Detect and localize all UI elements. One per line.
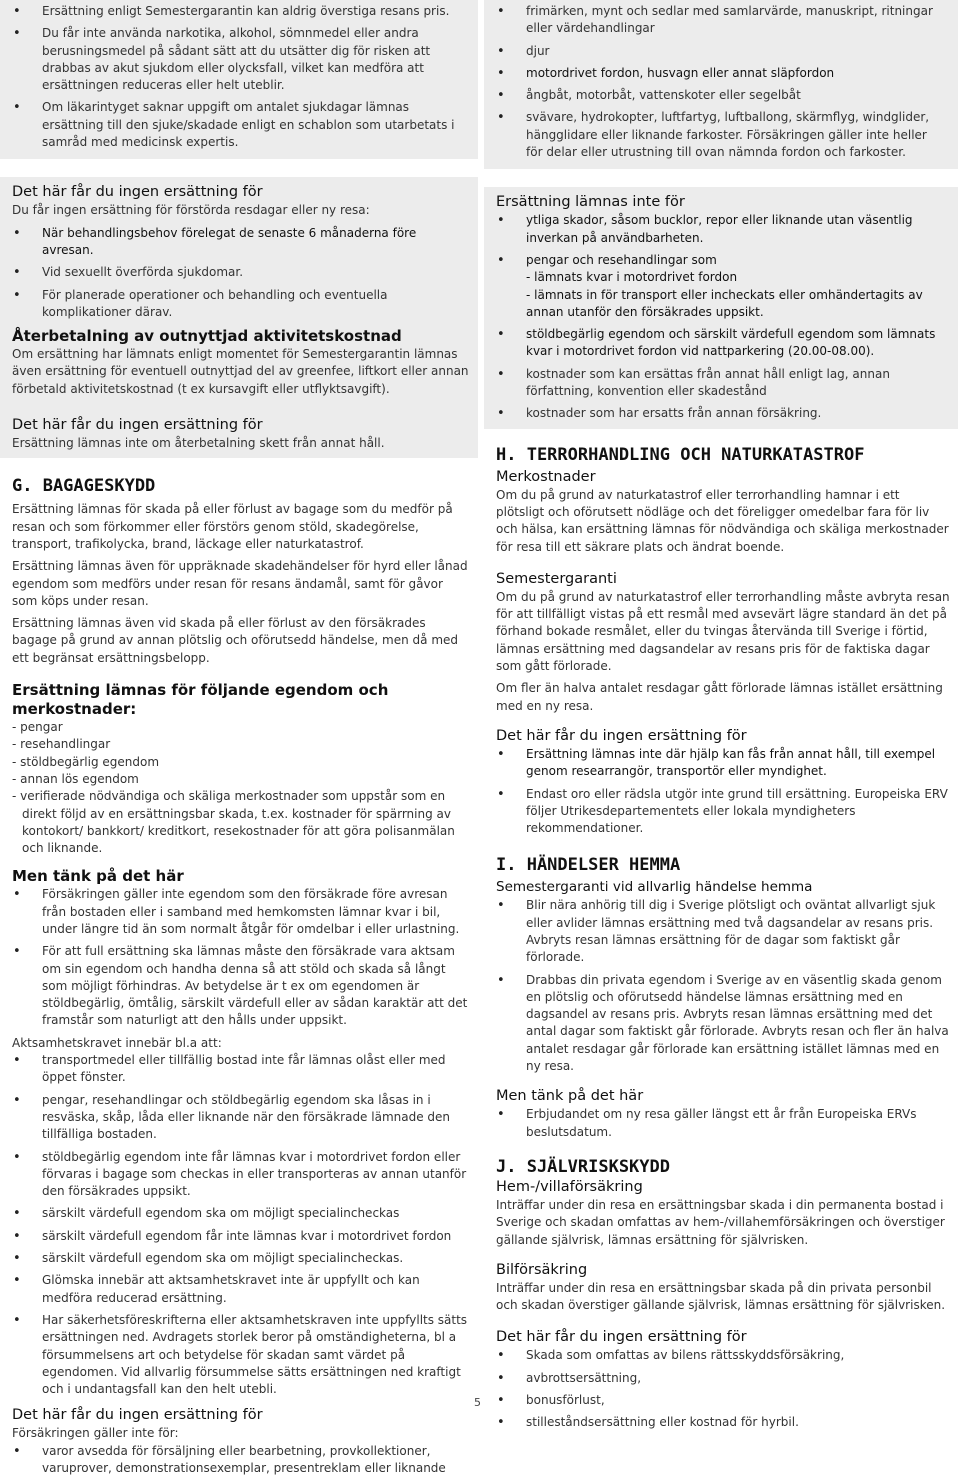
bullet-list bbox=[496, 1347, 950, 1431]
list-item: • Ersättning lämnas inte där hjälp kan fås från annat håll, till exempel genom researrangör, transportör eller myndighet. bbox=[496, 746, 950, 781]
list-item: • ångbåt, motorbåt, vattenskoter eller segelbåt bbox=[496, 87, 946, 104]
list-item: • För att full ersättning ska lämnas måste den försäkrade vara aktsam om sin egendom och handha denna så att stöld och skada så långt som möjligt förhindras. Av betydelse är t ex om egendomen är stöldbegärlig, ömtålig, särskilt värdefull eller av sådan karaktär att det framstår som naturligt att den hålls under uppsikt. bbox=[12, 943, 468, 1029]
list-item: • Drabbas din privata egendom i Sverige av en väsentlig skada genom en plötslig och oförutsedd händelse lämnas ersättning med en dagsandel av resans pris. Avbryts resan lämnas ersättning med det antal dagar som faktiskt går förlorade. Avbryts resan och fler än halva antalet resdagar går förlorade kan ersättning istället lämnas med en ny resa. bbox=[496, 972, 950, 1076]
subheading: Semestergaranti vid allvarlig händelse hemma bbox=[496, 879, 813, 896]
list-item: • Glömska innebär att aktsamhetskravet inte är uppfyllt och kan medföra reducerad ersättning. bbox=[12, 1272, 468, 1307]
list-item: - stöldbegärlig egendom bbox=[12, 754, 160, 769]
list-item: • särskilt värdefull egendom ska om möjligt specialincheckas bbox=[12, 1205, 468, 1222]
section-heading: Det här får du ingen ersättning för bbox=[12, 417, 263, 434]
subheading: Hem-/villaförsäkring bbox=[496, 1178, 643, 1195]
excluded-items-box bbox=[484, 0, 958, 169]
list-item: • stöldbegärlig egendom och särskilt värdefull egendom som lämnats kvar i motordrivet fordon vid nattparkering (20.00-08.00). bbox=[496, 326, 946, 361]
bullet-list bbox=[496, 212, 946, 422]
list-item: • pengar, resehandlingar och stöldbegärlig egendom ska låsas in i resväska, skåp, låda eller liknande när den försäkrade lämnade den tillfälliga bostaden. bbox=[12, 1092, 468, 1144]
paragraph: Inträffar under din resa en ersättningsbar skada på din privata personbil och skadan överstiger gällande självrisk, lämnas ersättning för självrisken. bbox=[496, 1280, 946, 1313]
section-heading: I. HÄNDELSER HEMMA bbox=[496, 855, 681, 876]
bullet-list bbox=[496, 746, 950, 837]
list-item: • Försäkringen gäller inte egendom som den försäkrade före avresan från bostaden eller i samband med hemkomsten lämnar kvar i bil, under längre tid än som normalt åtgår för omdelbar i eller urlastning. bbox=[12, 886, 468, 938]
list-item: • motordrivet fordon, husvagn eller annat släpfordon bbox=[496, 65, 946, 82]
list-item: • djur bbox=[496, 43, 946, 60]
list-item: - verifierade nödvändiga och skäliga merkostnader som uppstår som en direkt följd av en ersättningsbar skada, t.ex. kostnader för spärrning av kontokort/ bankkort/ kreditkort, resekostnader för att göra polisanmälan och liknande. bbox=[12, 789, 455, 856]
list-item: • svävare, hydrokopter, luftfartyg, luftballong, skärmflyg, windglider, hängglidare eller liknande farkoster. Försäkringen gäller inte heller för delar eller utrustning till ovan nämnda fordon och farkoster. bbox=[496, 109, 946, 161]
bullet-list bbox=[12, 1052, 468, 1398]
list-item: • varor avsedda för försäljning eller bearbetning, provkollektioner, varuprover, demonstrationsexemplar, presentreklam eller liknande bbox=[12, 1443, 468, 1478]
terror-section bbox=[484, 445, 958, 1432]
bullet-list bbox=[496, 897, 950, 1075]
dash-list bbox=[12, 719, 468, 857]
list-item: • När behandlingsbehov förelegat de senaste 6 månaderna före avresan. bbox=[12, 225, 470, 260]
list-item: • Erbjudandet om ny resa gäller längst ett år från Europeiska ERVs beslutsdatum. bbox=[496, 1106, 950, 1141]
list-item: - annan lös egendom bbox=[12, 771, 139, 786]
paragraph: Om fler än halva antalet resdagar gått förlorade lämnas istället ersättning med en ny resa. bbox=[496, 681, 943, 713]
paragraph: Ersättning lämnas inte om återbetalning skett från annat håll. bbox=[12, 436, 385, 451]
section-heading: Det här får du ingen ersättning för bbox=[496, 727, 747, 744]
list-item: • kostnader som kan ersättas från annat håll enligt lag, annan författning, konvention eller skadestånd bbox=[496, 366, 946, 401]
subheading: Merkostnader bbox=[496, 468, 596, 485]
list-item: • särskilt värdefull egendom ska om möjligt specialincheckas. bbox=[12, 1250, 468, 1267]
paragraph: Ersättning lämnas för skada på eller förlust av bagage som du medför på resan och som förkommer eller förstörs genom stöld, skadegörelse, transport, trafikolycka, brand, läckage eller naturkatastrof. bbox=[12, 502, 453, 551]
list-item: • stilleståndsersättning eller kostnad för hyrbil. bbox=[496, 1414, 950, 1431]
list-item: • bonusförlust, bbox=[496, 1392, 950, 1409]
section-heading: G. BAGAGESKYDD bbox=[12, 476, 156, 497]
list-item: • transportmedel eller tillfällig bostad inte får lämnas olåst eller med öppet fönster. bbox=[12, 1052, 468, 1087]
section-heading: Ersättning lämnas för följande egendom och merkostnader: bbox=[12, 681, 389, 719]
list-item: • Du får inte använda narkotika, alkohol, sömnmedel eller andra berusningsmedel på sådant sätt att du utsätter dig för risken att drabbas av akut sjukdom eller olycksfall, vilket kan medföra att ersättningen reduceras eller helt uteblir. bbox=[12, 25, 470, 94]
list-item: • Blir nära anhörig till dig i Sverige plötsligt och oväntat allvarligt sjuk eller avlider lämnas ersättning med två dagsandelar av resans pris. Avbryts resan lämnas ersättning för de dagar som faktiskt går förlorade. bbox=[496, 897, 950, 966]
page-number: 5 bbox=[474, 1396, 481, 1409]
paragraph: Ersättning lämnas även vid skada på eller förlust av den försäkrades bagage på grund av annan plötslig och oförutsedd händelse, men då med ett begränsat ersättningsbelopp. bbox=[12, 616, 459, 665]
left-column bbox=[12, 0, 468, 1482]
list-item bbox=[496, 252, 946, 321]
list-item: • ytliga skador, såsom bucklor, repor eller liknande utan väsentlig inverkan på användbarheten. bbox=[496, 212, 946, 247]
list-item: - resehandlingar bbox=[12, 737, 111, 752]
paragraph: Om ersättning har lämnats enligt momentet för Semestergarantin lämnas även ersättning för eventuell outnyttjad del av greenfee, liftkort eller annan förbetald aktivitetskostnad (t ex kursavgift eller utflyktsavgift). bbox=[12, 347, 469, 396]
paragraph: Du får ingen ersättning för förstörda resdagar eller ny resa: bbox=[12, 203, 370, 218]
list-line: • pengar och resehandlingar som bbox=[526, 252, 717, 267]
paragraph: Inträffar under din resa en ersättningsbar skada i din permanenta bostad i Sverige och skadan omfattas av hem-/villahemförsäkringen och överstiger gällande självrisk, lämnas ersättning för självrisken. bbox=[496, 1197, 945, 1247]
section-heading: Ersättning lämnas inte för bbox=[496, 194, 685, 211]
bullet-list bbox=[12, 886, 468, 1029]
list-line: - lämnats kvar i motordrivet fordon bbox=[526, 270, 738, 285]
list-item: • Ersättning enligt Semestergarantin kan aldrig överstiga resans pris. bbox=[12, 3, 470, 20]
list-item: • Har säkerhetsföreskrifterna eller aktsamhetskraven inte uppfyllts sätts ersättningen ned. Avdragets storlek beror på omständigheterna, bl a försummelsens art och betydelse för skadan samt värdet på egendomen. Vid allvarlig försummelse sätts ersättningen ned kraftigt och i undantagsfall kan den helt utebli. bbox=[12, 1312, 468, 1398]
list-item: - pengar bbox=[12, 720, 63, 735]
list-line: - lämnats in för transport eller incheckats eller omhändertagits av annan utanför den försäkrades uppsikt. bbox=[526, 287, 923, 319]
section-heading: Det här får du ingen ersättning för bbox=[496, 1329, 747, 1346]
section-heading: Men tänk på det här bbox=[12, 867, 184, 886]
paragraph: Aktsamhetskravet innebär bl.a att: bbox=[12, 1035, 222, 1050]
list-item: • För planerade operationer och behandling och eventuella komplikationer därav. bbox=[12, 287, 470, 322]
paragraph: Ersättning lämnas även för uppräknade skadehändelser för hyrd eller lånad egendom som medförs under resan för resans ändamål, samt för gåvor som köps under resan. bbox=[12, 559, 468, 608]
not-compensated-box bbox=[484, 187, 958, 428]
intro-gray-box bbox=[0, 0, 478, 159]
section-heading: Det här får du ingen ersättning för bbox=[12, 1407, 263, 1424]
no-comp-box-1 bbox=[0, 177, 478, 458]
section-heading: Men tänk på det här bbox=[496, 1088, 644, 1105]
paragraph: Försäkringen gäller inte för: bbox=[12, 1426, 179, 1441]
bullet-list bbox=[12, 225, 470, 321]
list-item: • Endast oro eller rädsla utgör inte grund till ersättning. Europeiska ERV följer Utrikesdepartementets eller lokala myndigheters rekommendationer. bbox=[496, 786, 950, 838]
list-item: • särskilt värdefull egendom får inte lämnas kvar i motordrivet fordon bbox=[12, 1228, 468, 1245]
list-item: • Vid sexuellt överförda sjukdomar. bbox=[12, 264, 470, 281]
section-heading: Återbetalning av outnyttjad aktivitetskostnad bbox=[12, 327, 402, 346]
list-item: • kostnader som har ersatts från annan försäkring. bbox=[496, 405, 946, 422]
list-item: • frimärken, mynt och sedlar med samlarvärde, manuskript, ritningar eller värdehandlingar bbox=[496, 3, 946, 38]
list-item: • avbrottsersättning, bbox=[496, 1370, 950, 1387]
intro-bullet-list bbox=[12, 3, 470, 151]
section-heading: H. TERRORHANDLING OCH NATURKATASTROF bbox=[496, 444, 865, 465]
paragraph: Om du på grund av naturkatastrof eller terrorhandling måste avbryta resan för att tillfälligt vistas på ett resmål med avsevärt lägre standard än det på förhand bokade resmålet, eller du tvingas återvända till Sverige i förtid, lämnas ersättning med dagsandelar av resans pris för de faktiska dagar som gått förlorade. bbox=[496, 589, 950, 674]
list-item: • Om läkarintyget saknar uppgift om antalet sjukdagar lämnas ersättning till den sjuke/skadade enligt en schablon som utarbetats i samråd med medicinsk expertis. bbox=[12, 99, 470, 151]
bullet-list bbox=[12, 1443, 468, 1478]
baggage-section bbox=[12, 476, 468, 1477]
list-item: • stöldbegärlig egendom inte får lämnas kvar i motordrivet fordon eller förvaras i bagage som checkas in eller transporteras av annan utanför den försäkrades uppsikt. bbox=[12, 1149, 468, 1201]
right-column bbox=[484, 0, 958, 1437]
paragraph: Om du på grund av naturkatastrof eller terrorhandling hamnar i ett plötsligt och oförutsett nödläge och det föreligger omedelbar fara för liv och hälsa, kan ersättning lämnas för nödvändiga och skäliga merkostnader för resa till ett säkrare plats och ändrat boende. bbox=[496, 487, 949, 554]
section-heading: Det här får du ingen ersättning för bbox=[12, 184, 263, 201]
section-heading: J. SJÄLVRISKSKYDD bbox=[496, 1156, 670, 1177]
subheading: Semestergaranti bbox=[496, 570, 617, 587]
bullet-list bbox=[496, 1106, 950, 1141]
subheading: Bilförsäkring bbox=[496, 1261, 588, 1278]
list-item: • Skada som omfattas av bilens rättsskyddsförsäkring, bbox=[496, 1347, 950, 1364]
bullet-list bbox=[496, 3, 946, 161]
